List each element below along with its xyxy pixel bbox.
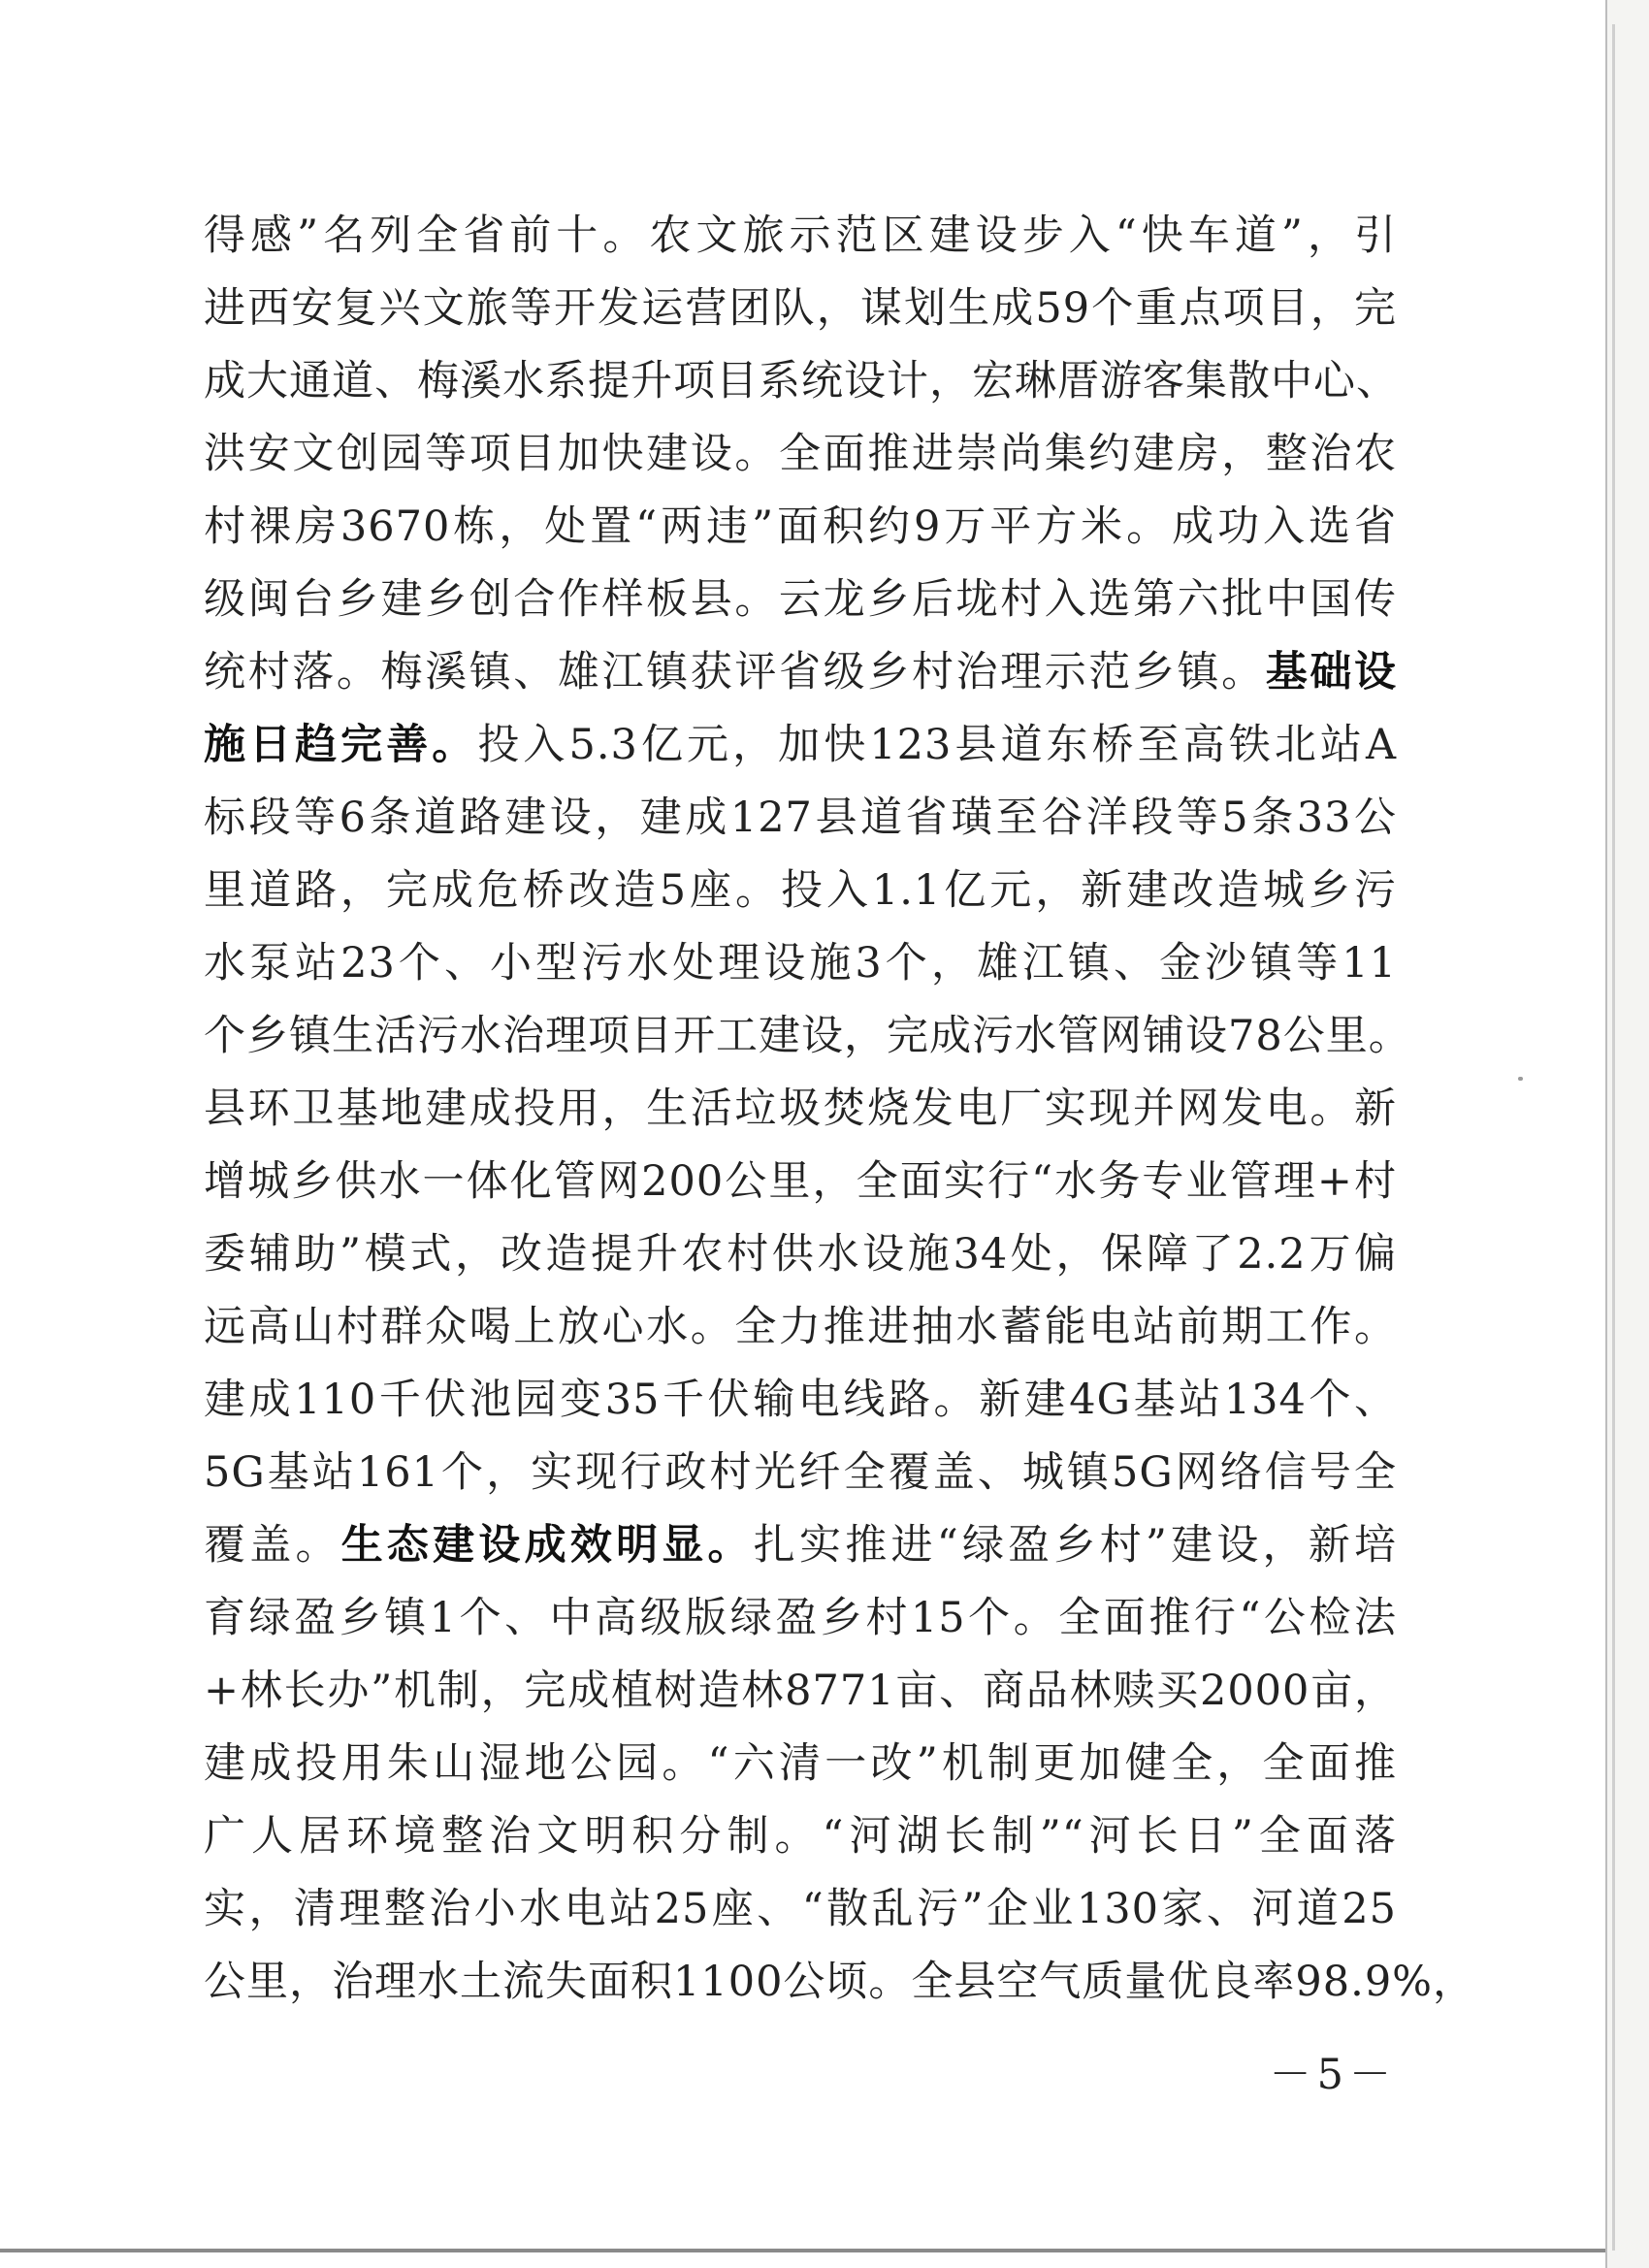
text-segment: 5G基站161个，实现行政村光纤全覆盖、城镇5G网络信号全 bbox=[204, 1448, 1397, 1497]
text-segment: 育绿盈乡镇1个、中高级版绿盈乡村15个。全面推行“公检法 bbox=[204, 1594, 1397, 1642]
text-line bbox=[204, 1509, 1397, 1582]
text-line bbox=[204, 1728, 1397, 1800]
text-segment: 村裸房3670栋，处置“两违”面积约9万平方米。成功入选省 bbox=[204, 502, 1397, 551]
text-line bbox=[204, 1073, 1397, 1146]
text-segment: 扎实推进“绿盈乡村”建设，新培 bbox=[753, 1521, 1398, 1570]
text-segment: 得感”名列全省前十。农文旅示范区建设步入“快车道”，引 bbox=[204, 211, 1397, 260]
scan-speck bbox=[1518, 1077, 1523, 1081]
text-segment: 投入5.3亿元，加快123县道东桥至高铁北站A bbox=[477, 721, 1397, 769]
text-segment: 建成投用朱山湿地公园。“六清一改”机制更加健全，全面推 bbox=[204, 1739, 1397, 1788]
scan-edge-bottom bbox=[0, 2249, 1605, 2252]
text-segment: 标段等6条道路建设，建成127县道省璜至谷洋段等5条33公 bbox=[204, 794, 1397, 842]
text-line bbox=[204, 273, 1397, 345]
text-segment: 广人居环境整治文明积分制。“河湖长制”“河长日”全面落 bbox=[204, 1812, 1397, 1861]
text-segment: 公里，治理水土流失面积1100公顷。全县空气质量优良率98.9%， bbox=[204, 1958, 1476, 2006]
text-line bbox=[204, 636, 1397, 709]
text-line bbox=[204, 1946, 1476, 2019]
text-segment: 级闽台乡建乡创合作样板县。云龙乡后垅村入选第六批中国传 bbox=[204, 575, 1397, 624]
text-line bbox=[204, 491, 1397, 564]
text-segment: +林长办”机制，完成植树造林8771亩、商品林赎买2000亩， bbox=[204, 1667, 1397, 1715]
bold-heading-segment: 生态建设成效明显。 bbox=[340, 1521, 754, 1570]
text-line bbox=[204, 1437, 1397, 1509]
page-number: －5－ bbox=[1269, 2051, 1397, 2099]
text-segment: 县环卫基地建成投用，生活垃圾焚烧发电厂实现并网发电。新 bbox=[204, 1085, 1397, 1133]
text-segment: 实，清理整治小水电站25座、“散乱污”企业130家、河道25 bbox=[204, 1885, 1397, 1933]
text-segment: 成大通道、梅溪水系提升项目系统设计，宏琳厝游客集散中心、 bbox=[204, 357, 1399, 405]
text-line bbox=[204, 1146, 1397, 1218]
text-line bbox=[204, 345, 1397, 418]
text-line bbox=[204, 418, 1397, 491]
scan-edge-right bbox=[1612, 24, 1615, 2251]
bold-heading-segment: 基础设 bbox=[1265, 648, 1398, 697]
text-segment: 增城乡供水一体化管网200公里，全面实行“水务专业管理+村 bbox=[204, 1157, 1397, 1206]
text-segment: 远高山村群众喝上放心水。全力推进抽水蓄能电站前期工作。 bbox=[204, 1303, 1397, 1351]
text-line bbox=[204, 1873, 1397, 1946]
text-segment: 进西安复兴文旅等开发运营团队，谋划生成59个重点项目，完 bbox=[204, 284, 1397, 333]
text-segment: 统村落。梅溪镇、雄江镇获评省级乡村治理示范乡镇。 bbox=[204, 648, 1266, 697]
text-line bbox=[204, 855, 1397, 927]
text-line bbox=[204, 200, 1397, 273]
text-segment: 个乡镇生活污水治理项目开工建设，完成污水管网铺设78公里。 bbox=[204, 1012, 1411, 1060]
text-segment: 覆盖。 bbox=[204, 1521, 341, 1570]
text-segment: 水泵站23个、小型污水处理设施3个，雄江镇、金沙镇等11 bbox=[204, 939, 1397, 988]
text-line bbox=[204, 1800, 1397, 1873]
body-text bbox=[204, 200, 1476, 2019]
bold-heading-segment: 施日趋完善。 bbox=[204, 721, 478, 769]
text-line bbox=[204, 1582, 1397, 1655]
text-segment: 建成110千伏池园变35千伏输电线路。新建4G基站134个、 bbox=[204, 1376, 1397, 1424]
text-line bbox=[204, 927, 1397, 1000]
text-line bbox=[204, 1218, 1397, 1291]
text-line bbox=[204, 1655, 1397, 1728]
text-segment: 里道路，完成危桥改造5座。投入1.1亿元，新建改造城乡污 bbox=[204, 866, 1397, 915]
text-line bbox=[204, 1291, 1397, 1364]
text-segment: 洪安文创园等项目加快建设。全面推进崇尚集约建房，整治农 bbox=[204, 430, 1397, 478]
text-line bbox=[204, 1000, 1411, 1073]
text-line bbox=[204, 782, 1397, 855]
text-line bbox=[204, 564, 1397, 636]
text-line bbox=[204, 709, 1397, 782]
text-segment: 委辅助”模式，改造提升农村供水设施34处，保障了2.2万偏 bbox=[204, 1230, 1397, 1279]
text-line bbox=[204, 1364, 1397, 1437]
